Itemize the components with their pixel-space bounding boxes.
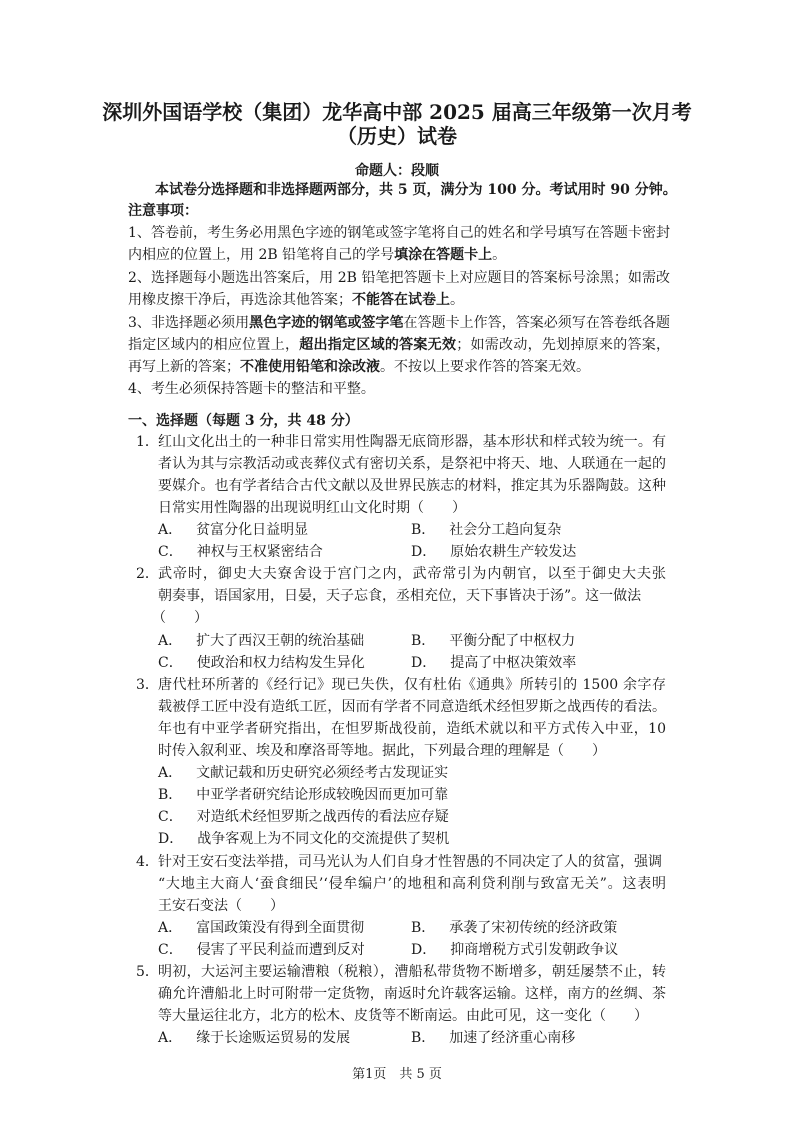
option: C． 对造纸术经怛罗斯之战西传的看法应存疑 [158, 809, 449, 825]
question-line: 武帝时，御史大夫寮舍设于宫门之内，武帝常引为内朝官，以至于御史大夫张 [158, 566, 666, 582]
option: D． 原始农耕生产较发达 [411, 544, 577, 560]
notice-heading: 注意事项： [128, 203, 198, 219]
notice-3-line: 指定区域内的相应位置上，超出指定区域的答案无效；如需改动，先划掉原来的答案， [128, 337, 670, 353]
question-number: 5． [136, 964, 159, 980]
option: C． 侵害了平民利益而遭到反对 [158, 942, 365, 958]
question-line: 明初，大运河主要运输漕粮（税粮），漕船私带货物不断增多，朝廷屡禁不止，转 [158, 964, 666, 980]
option: D． 提高了中枢决策效率 [411, 655, 577, 671]
question-line: 王安石变法（ ） [158, 898, 284, 914]
option: D． 抑商增税方式引发朝政争议 [411, 942, 619, 958]
question-number: 3． [136, 677, 159, 693]
page-footer: 第1页 共 5 页 [352, 1067, 442, 1082]
question-line: （ ） [152, 610, 208, 626]
notice-3-line: 3、非选择题必须用黑色字迹的钢笔或签字笔在答题卡上作答，答案必须写在答卷纸各题 [128, 315, 670, 331]
question-line: 要媒介。也有学者结合古代文献以及世界民族志的材料，推定其为乐器陶鼓。这种 [158, 478, 666, 494]
option: B． 社会分工趋向复杂 [411, 522, 562, 538]
option: B． 平衡分配了中枢权力 [411, 633, 576, 649]
option: C． 使政治和权力结构发生异化 [158, 655, 365, 671]
option: B． 中亚学者研究结论形成较晚因而更加可靠 [158, 787, 449, 803]
notice-2-line: 用橡皮擦干净后，再选涂其他答案；不能答在试卷上。 [128, 292, 464, 308]
question-line: 红山文化出土的一种非日常实用性陶器无底筒形器，基本形状和样式较为统一。有 [158, 434, 666, 450]
question-line: 朝奏事，语国家用，日晏，天子忘食，丞相充位，天下事皆决于汤”。这一做法 [158, 588, 642, 604]
notice-1-line: 1、答卷前，考生务必用黑色字迹的钢笔或签字笔将自己的姓名和学号填写在答题卡密封 [128, 225, 670, 241]
option: D． 战争客观上为不同文化的交流提供了契机 [158, 831, 450, 847]
notice-4-line: 4、考生必须保持答题卡的整洁和平整。 [128, 381, 375, 397]
question-number: 2． [136, 566, 159, 582]
section-heading: 一、选择题（每题 3 分，共 48 分） [128, 413, 359, 429]
question-line: 唐代杜环所著的《经行记》现已失佚，仅有杜佑《通典》所转引的 1500 余字存 [158, 677, 666, 693]
option: B． 承袭了宋初传统的经济政策 [411, 920, 618, 936]
option: A． 文献记载和历史研究必须经考古发现证实 [158, 765, 449, 781]
question-line: 年也有中亚学者研究指出，在怛罗斯战役前，造纸术就以和平方式传入中亚，10 [158, 721, 666, 737]
question-line: 日常实用性陶器的出现说明红山文化时期（ ） [158, 500, 466, 516]
question-line: 确允许漕船北上时可附带一定货物，南返时允许载客运输。这样，南方的丝绸、茶 [158, 986, 666, 1002]
question-line: 针对王安石变法举措，司马光认为人们自身才性智愚的不同决定了人的贫富，强调 [158, 854, 662, 870]
option: A． 富国政策没有得到全面贯彻 [158, 920, 365, 936]
exam-intro: 本试卷分选择题和非选择题两部分，共 5 页，满分为 100 分。考试用时 90 分钟。 [155, 182, 677, 198]
question-number: 1． [136, 434, 159, 450]
question-line: 载被俘工匠中没有造纸工匠，因而有学者不同意造纸术经怛罗斯之战西传的看法。 [158, 699, 666, 715]
option: A． 扩大了西汉王朝的统治基础 [158, 633, 365, 649]
question-line: 者认为其与宗教活动或丧葬仪式有密切关系，是祭祀中将天、地、人联通在一起的 [158, 456, 666, 472]
notice-2-line: 2、选择题每小题选出答案后，用 2B 铅笔把答题卡上对应题目的答案标号涂黑；如需改 [128, 270, 670, 286]
author: 命题人：段顺 [355, 163, 439, 179]
question-line: “大地主大商人‘蚕食细民’‘侵牟编户’的地租和高利贷利削与致富无关”。这表明 [158, 876, 666, 892]
exam-title: 深圳外国语学校（集团）龙华高中部 2025 届高三年级第一次月考 [102, 100, 692, 124]
option: B． 加速了经济重心南移 [411, 1030, 576, 1046]
option: C． 神权与王权紧密结合 [158, 544, 323, 560]
question-line: 等大量运往北方，北方的松木、皮货等不断南运。由此可见，这一变化（ ） [158, 1008, 648, 1024]
question-line: 时传入叙利亚、埃及和摩洛哥等地。据此，下列最合理的理解是（ ） [158, 743, 606, 759]
question-number: 4． [136, 854, 159, 870]
exam-subtitle: （历史）试卷 [337, 124, 457, 148]
notice-3-line: 再写上新的答案；不准使用铅笔和涂改液。不按以上要求作答的答案无效。 [128, 359, 590, 375]
notice-1-line: 内相应的位置上，用 2B 铅笔将自己的学号填涂在答题卡上。 [128, 247, 507, 263]
option: A． 缘于长途贩运贸易的发展 [158, 1030, 351, 1046]
option: A． 贫富分化日益明显 [158, 522, 309, 538]
